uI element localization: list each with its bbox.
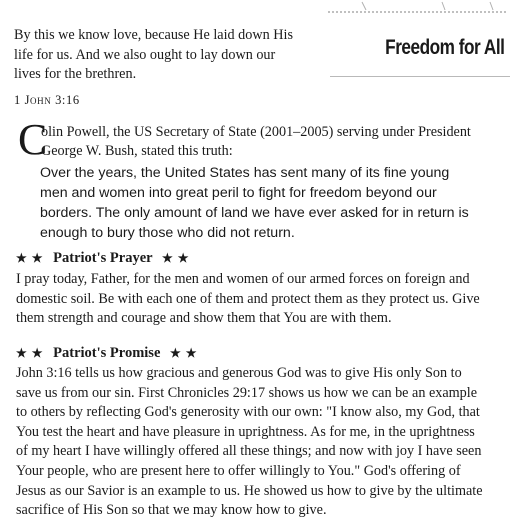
stars-icon: ★ ★ [16, 251, 44, 265]
decorative-top-rule [322, 0, 510, 14]
stars-icon: ★ ★ [170, 346, 198, 360]
prayer-heading [16, 250, 189, 267]
promise-line: sacrifice of His Son so that we may know how to give. [16, 502, 327, 519]
promise-heading [16, 345, 198, 362]
promise-line: Your people, who are present here to offer willingly to You." God's offering of [16, 462, 461, 479]
verse-line: lives for the brethren. [14, 66, 137, 82]
promise-text [16, 364, 500, 521]
stars-icon: ★ ★ [161, 251, 190, 265]
prayer-text [16, 270, 500, 329]
verse-reference: 1 John 3:16 [14, 93, 80, 107]
prayer-line: them strength and courage and show them that You are with them. [16, 310, 392, 327]
verse-line: life for us. And we also ought to lay down our [14, 46, 276, 63]
intro-line: olin Powell, the US Secretary of State (2001–2005) serving under President [41, 124, 471, 140]
promise-heading-text: Patriot's Promise [53, 345, 161, 361]
stars-icon: ★ ★ [16, 346, 44, 360]
verse-line: By this we know love, because He laid down His [14, 27, 293, 43]
promise-line: of my heart I have willingly offered all these things; and now with joy I have seen [16, 443, 482, 460]
promise-line: John 3:16 tells us how gracious and generous God was to give His only Son to [16, 365, 462, 381]
promise-line: to others by reflecting God's generosity with our own: "I know also, my God, that [16, 404, 480, 421]
title-underline [330, 76, 510, 79]
promise-line: You test the heart and have pleasure in uprightness. As for me, in the uprightness [16, 423, 475, 440]
quote-line: borders. The only amount of land we have ever asked for in return is [40, 205, 469, 221]
drop-cap: C [18, 115, 48, 164]
prayer-line: domestic soil. Be with each one of them and protect them as they protect us. Give [16, 290, 480, 307]
quote-line: men and women into great peril to fight for freedom beyond our [40, 185, 437, 201]
prayer-heading-text: Patriot's Prayer [53, 250, 153, 266]
intro-line: George W. Bush, stated this truth: [41, 143, 233, 159]
opening-verse [14, 26, 314, 85]
promise-line: save us from our sin. First Chronicles 29:17 shows us how we can be an example [16, 384, 478, 401]
quote-line: Over the years, the United States has sent many of its fine young [40, 165, 450, 181]
powell-quote [40, 163, 500, 243]
quote-line: enough to bury those who did not return. [40, 225, 295, 241]
prayer-line: I pray today, Father, for the men and women of our armed forces on foreign and [16, 271, 470, 287]
promise-line: Jesus as our Savior is an example to us. He showed us how to give by the ultimate [16, 482, 483, 499]
page-title: Freedom for All [384, 36, 504, 59]
title-box [330, 20, 510, 80]
